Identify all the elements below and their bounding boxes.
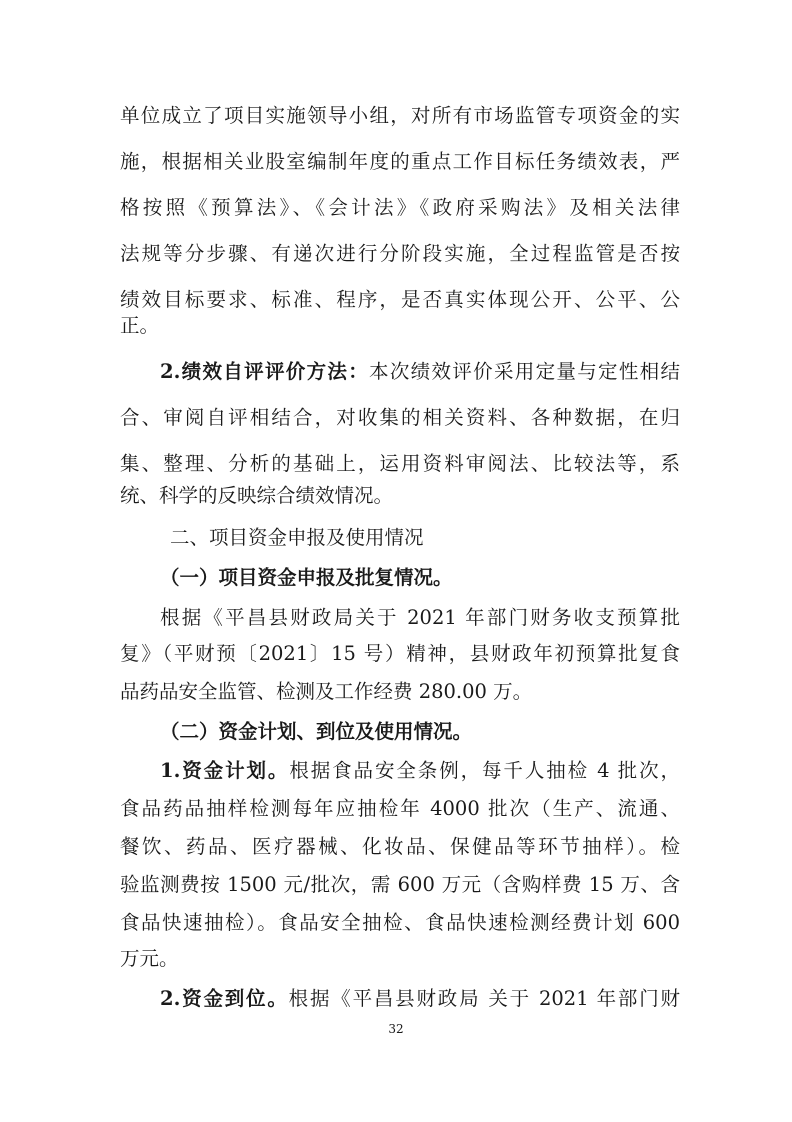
body-line: 正。 [120, 314, 160, 337]
method-text: 本次绩效评价采用定量与定性相结 [369, 360, 680, 383]
section-heading: 二、项目资金申报及使用情况 [170, 526, 424, 549]
plan-paragraph-first-line [160, 759, 680, 783]
body-line: 餐饮、药品、医疗器械、化妆品、保健品等环节抽样）。检 [120, 835, 680, 858]
body-line: 万元。 [120, 947, 179, 970]
arrive-label: 2.资金到位。 [160, 987, 289, 1010]
body-line: 品药品安全监管、检测及工作经费 280.00 万。 [120, 680, 533, 703]
arrive-paragraph-first-line [160, 987, 680, 1011]
body-line: 格按照《预算法》、《会计法》《政府采购法》及相关法律 [120, 196, 680, 219]
body-line: 复》（平财预〔2021〕15 号）精神，县财政年初预算批复食 [120, 642, 680, 665]
body-line: 单位成立了项目实施领导小组，对所有市场监管专项资金的实 [120, 104, 680, 127]
subsection-heading: （一）项目资金申报及批复情况。 [160, 566, 453, 589]
page-number: 32 [388, 1022, 404, 1036]
method-paragraph-first-line [160, 360, 680, 384]
plan-label: 1.资金计划。 [160, 759, 290, 782]
body-line: 食品药品抽样检测每年应抽检年 4000 批次（生产、流通、 [120, 797, 680, 820]
body-line: 验监测费按 1500 元/批次，需 600 万元（含购样费 15 万、含 [120, 873, 680, 896]
method-label: 2.绩效自评评价方法： [160, 360, 370, 383]
body-line: 绩效目标要求、标准、程序，是否真实体现公开、公平、公 [120, 288, 680, 311]
body-line: 集、整理、分析的基础上，运用资料审阅法、比较法等，系 [120, 452, 680, 475]
plan-text: 根据食品安全条例，每千人抽检 4 批次， [289, 759, 681, 782]
subsection-heading: （二）资金计划、到位及使用情况。 [160, 720, 473, 743]
body-line: 根据《平昌县财政局关于 2021 年部门财务收支预算批 [160, 606, 680, 629]
arrive-text: 根据《平昌县财政局 关于 2021 年部门财 [288, 987, 680, 1010]
body-line: 食品快速抽检）。食品安全抽检、食品快速检测经费计划 600 [120, 911, 680, 934]
body-line: 法规等分步骤、有递次进行分阶段实施，全过程监管是否按 [120, 242, 680, 265]
body-line: 合、审阅自评相结合，对收集的相关资料、各种数据，在归 [120, 406, 680, 429]
body-line: 统、科学的反映综合绩效情况。 [120, 484, 394, 507]
body-line: 施，根据相关业股室编制年度的重点工作目标任务绩效表，严 [120, 150, 680, 173]
